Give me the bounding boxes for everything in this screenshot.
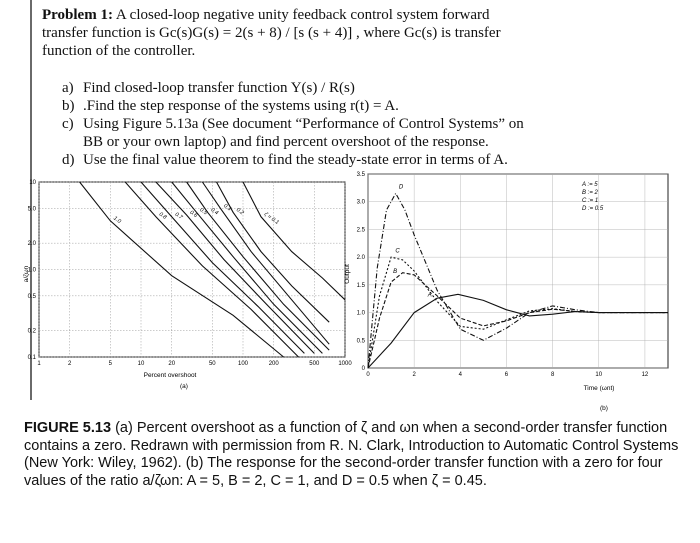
panel-a-ylabel: a/ζωn (23, 265, 30, 283)
x-tick-label: 20 (168, 361, 176, 367)
y-tick-label: 2.0 (27, 241, 36, 248)
curve-label: 0.8 (157, 211, 168, 221)
y-tick-label: 3.5 (356, 172, 365, 178)
y-tick-label: 0.5 (356, 338, 365, 345)
part-text: Use the final value theorem to find the steady-state error in terms of A. (83, 152, 508, 168)
x-tick-label: 0 (366, 372, 370, 378)
panel-a-xlabel: Percent overshoot (143, 372, 197, 379)
overshoot-curve (156, 182, 314, 353)
panel-a-sublabel: (a) (180, 383, 188, 390)
x-tick-label: 2 (68, 361, 72, 367)
y-tick-label: 1.0 (356, 310, 365, 317)
overshoot-curve (172, 182, 323, 353)
curve-letter-label: D (398, 184, 404, 191)
panel-b-xlabel: Time (ωnt) (583, 385, 615, 392)
curve-letter-label: C (395, 248, 400, 255)
figure-5-13 (24, 174, 676, 418)
part-label: c) (62, 116, 74, 132)
curve-letter-label: A (427, 292, 432, 299)
legend-entry: A := 5 (582, 182, 598, 188)
panel-b-curves (368, 185, 668, 368)
panel-b-grid (368, 174, 668, 368)
x-tick-label: 200 (268, 361, 279, 367)
x-tick-label: 500 (309, 361, 320, 367)
caption-text: (a) Percent overshoot as a function of ζ and ωn when a second-order transfer function contains a zero. Redrawn with permission from R. N. Clark, Introduction to Automatic Control Systems (New York: Wiley, 1962). (b) The response for the second-order transfer function with a zero for four values of the ratio a/ζωn: A = 5, B = 2, C = 1, and D = 0.5 when ζ = 0.45. (24, 420, 679, 489)
overshoot-curve (202, 182, 329, 344)
y-tick-label: 2.5 (356, 227, 365, 234)
x-tick-label: 100 (237, 361, 249, 367)
curve-label: 0.7 (173, 211, 184, 221)
part-c (62, 115, 672, 151)
part-label: b) (62, 98, 75, 114)
panel-b-ticks (357, 172, 649, 378)
y-tick-label: 10 (29, 180, 36, 186)
problem-statement (42, 6, 672, 60)
response-curve (368, 294, 668, 368)
problem-line-3: function of the controller. (42, 43, 196, 59)
legend-entry: B := 2 (582, 190, 598, 196)
y-tick-label: 3.0 (356, 199, 365, 206)
problem-line-1: A closed-loop negative unity feedback control system forward (115, 7, 490, 23)
panel-b-ylabel: Output (344, 264, 351, 284)
legend-entry: C := 1 (582, 198, 599, 204)
panel-a-ticks (28, 180, 353, 367)
curve-label: ζ = 0.1 (262, 211, 280, 226)
part-label: a) (62, 80, 74, 96)
legend-entry: D := 0.5 (582, 206, 604, 212)
x-tick-label: 10 (137, 361, 145, 367)
problem-parts-list (62, 79, 672, 169)
panel-b-frame (368, 174, 668, 368)
y-tick-label: 1.0 (27, 267, 36, 274)
curve-label: 0.6 (188, 209, 199, 219)
curve-label: 1.0 (112, 215, 122, 225)
response-curve (368, 193, 668, 368)
y-tick-label: 1.5 (356, 282, 365, 289)
caption-label: FIGURE 5.13 (24, 420, 112, 436)
part-text-continued: BB or your own laptop) and find percent overshoot of the response. (83, 134, 489, 150)
x-tick-label: 10 (595, 372, 603, 378)
y-tick-label: 5.0 (27, 206, 36, 213)
x-tick-label: 4 (458, 372, 462, 378)
part-text: Using Figure 5.13a (See document “Performance of Control Systems” on (83, 116, 524, 132)
y-tick-label: 0 (361, 366, 365, 372)
panel-a-grid (39, 182, 345, 357)
x-tick-label: 5 (108, 361, 112, 367)
y-tick-label: 0.5 (27, 293, 36, 300)
y-tick-label: 0.2 (27, 328, 36, 335)
part-a (62, 79, 672, 97)
problem-title: Problem 1: (42, 7, 113, 23)
part-text: .Find the step response of the systems using r(t) = A. (83, 98, 399, 114)
part-d (62, 151, 672, 169)
figure-svg (24, 174, 676, 418)
part-text: Find closed-loop transfer function Y(s) / R(s) (83, 80, 355, 96)
x-tick-label: 1 (37, 361, 41, 367)
panel-b-sublabel: (b) (600, 405, 608, 412)
x-tick-label: 50 (208, 361, 216, 367)
panel-a (23, 180, 352, 390)
problem-line-2: transfer function is Gc(s)G(s) = 2(s + 8) / [s (s + 4)] , where Gc(s) is transfer (42, 25, 501, 41)
overshoot-curve (217, 182, 330, 322)
curve-label: 0.5 (198, 207, 209, 217)
part-label: d) (62, 152, 75, 168)
panel-b-legend (581, 182, 604, 212)
y-tick-label: 0.1 (27, 355, 36, 361)
x-tick-label: 2 (412, 372, 416, 378)
curve-letter-label: B (393, 268, 398, 275)
overshoot-curve (243, 182, 345, 300)
y-tick-label: 2.0 (356, 255, 365, 262)
x-tick-label: 6 (504, 372, 509, 378)
x-tick-label: 1000 (338, 361, 352, 367)
curve-label: 0.2 (234, 207, 245, 217)
curve-label: 0.3 (222, 203, 232, 213)
figure-caption (24, 420, 684, 490)
x-tick-label: 8 (550, 372, 555, 378)
x-tick-label: 12 (641, 372, 649, 378)
panel-b (344, 172, 668, 412)
curve-label: 0.4 (209, 207, 220, 217)
part-b (62, 97, 672, 115)
